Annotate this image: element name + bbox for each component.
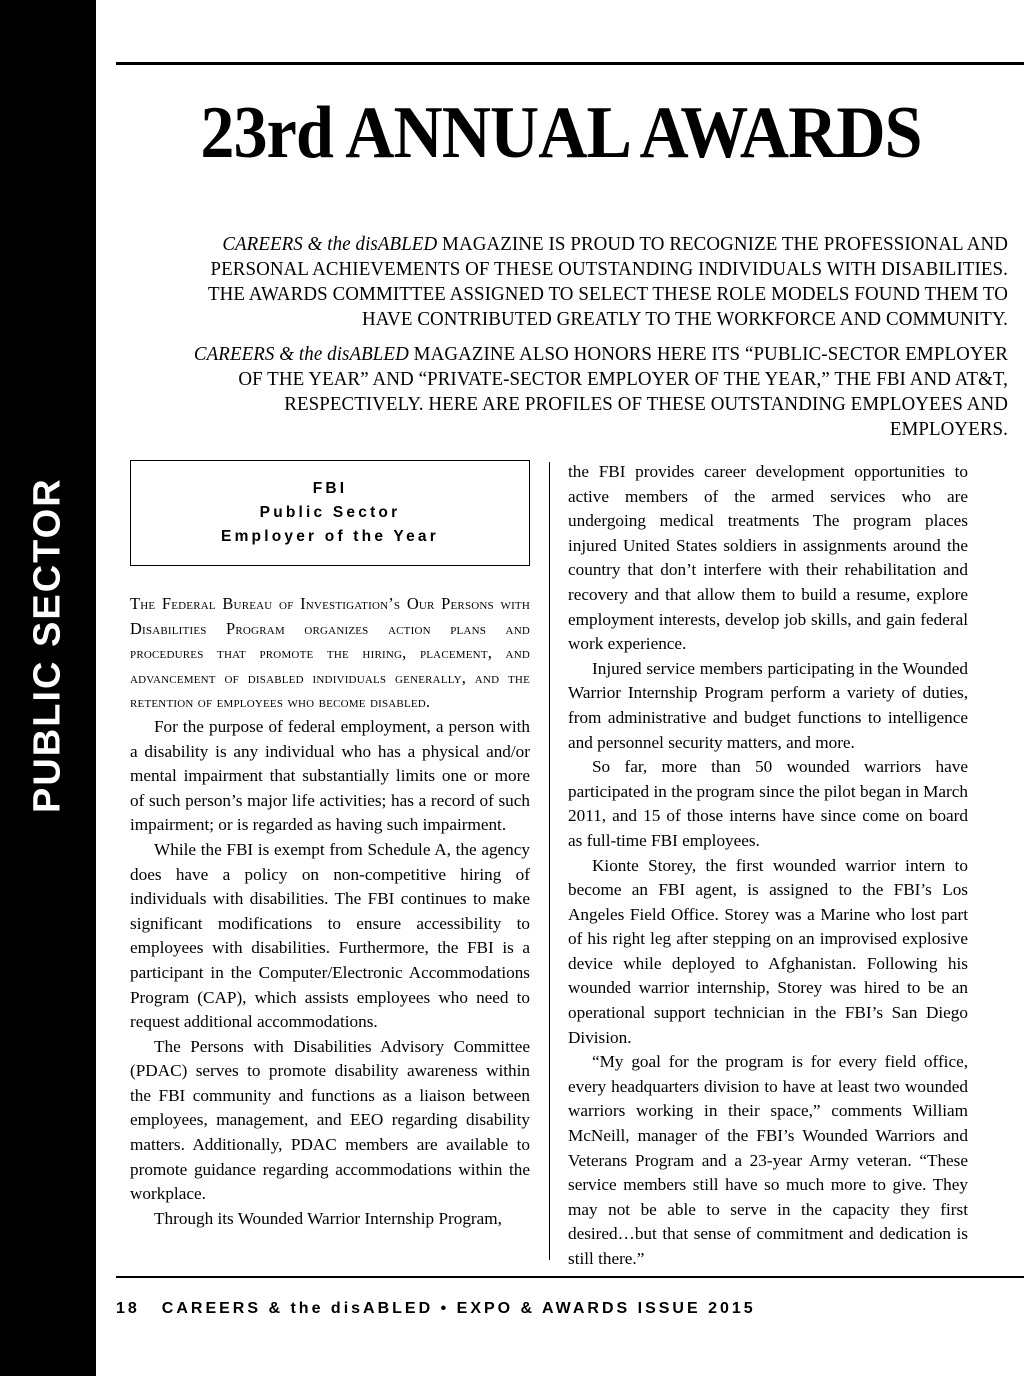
- kicker-line-3: Employer of the Year: [221, 528, 439, 545]
- page-footer: [116, 1300, 1024, 1318]
- right-paragraph-4: Kionte Storey, the first wounded warrior intern to become an FBI agent, is assigned to the FBI’s Los Angeles Field Office. Storey was a Marine who lost part of his right leg after stepping on an improvised explosive device while deployed to Afghanistan. Following his wounded warrior internship, Storey was hired to be an operational support technician in the FBI’s San Diego Division.: [568, 855, 968, 1047]
- bottom-rule-divider: [116, 1276, 1024, 1278]
- deck-paragraph-1: [184, 232, 1009, 332]
- deck-magazine-name-2: CAREERS & the disABLED: [193, 344, 409, 365]
- left-paragraph-1: For the purpose of federal employment, a person with a disability is any individual who has a physical and/or mental impairment that substantially limits one or more of such person’s major life activities; has a record of such impairment; or is regarded as having such impairment.: [130, 716, 530, 835]
- kicker-line-2: Public Sector: [259, 504, 401, 521]
- deck-paragraph-1-rest: MAGAZINE IS PROUD TO RECOGNIZE THE PROFESSIONAL AND PERSONAL ACHIEVEMENTS OF THESE OUTSTANDING INDIVIDUALS WITH DISABILITIES. THE AWARDS COMMITTEE ASSIGNED TO SELECT THESE ROLE MODELS FOUND THEM TO HAVE CONTRIBUTED GREATLY TO THE WORKFORCE AND COMMUNITY.: [207, 234, 1009, 330]
- right-paragraph-5: “My goal for the program is for every field office, every headquarters division to have at least two wounded warriors working in their space,” comments William McNeill, manager of the FBI’s Wounded Warriors and Veterans Program and a 23-year Army veteran. “These service members still have so much more to give. They may not be able to serve in the capacity they first desired…but that sense of commitment and dedication is still there.”: [568, 1052, 968, 1268]
- right-column: [568, 460, 968, 1272]
- award-kicker-box: [130, 460, 530, 566]
- left-column: [130, 460, 530, 1231]
- right-paragraph-2: Injured service members participating in the Wounded Warrior Internship Program perform a variety of duties, from administrative and budget functions to intelligence and personnel security matters, and more.: [568, 658, 968, 752]
- left-paragraph-4: Through its Wounded Warrior Internship Program,: [154, 1208, 502, 1228]
- article-body: [130, 460, 1008, 1268]
- section-vertical-label: PUBLIC SECTOR: [26, 477, 69, 813]
- page-content: [96, 0, 1024, 1376]
- deck-magazine-name-1: CAREERS & the disABLED: [222, 234, 438, 255]
- left-black-band: [0, 0, 96, 1376]
- top-rule-divider: [116, 62, 1024, 65]
- column-divider: [549, 462, 550, 1260]
- right-paragraph-3: So far, more than 50 wounded warriors have participated in the program since the pilot began in March 2011, and 15 of those interns have since come on board as full-time FBI employees.: [568, 757, 968, 850]
- deck-intro: [158, 232, 1008, 452]
- footer-publication-line: CAREERS & the disABLED • EXPO & AWARDS ISSUE 2015: [161, 1300, 756, 1317]
- lead-paragraph: The Federal Bureau of Investigation’s Our Persons with Disabilities Program organizes action plans and procedures that promote the hiring, placement, and advancement of disabled individuals generally, and the retention of employees who become disabled.: [130, 594, 530, 712]
- page-title: 23rd ANNUAL AWARDS: [200, 92, 922, 174]
- right-paragraph-1: the FBI provides career development opportunities to active members of the armed services who are undergoing medical treatments The program places injured United States soldiers in assignments around the country that don’t interfere with their rehabilitation and recovery and that allow them to build a resume, explore employment interests, develop job skills, and gain federal work experience.: [568, 462, 968, 654]
- deck-paragraph-2-rest: MAGAZINE ALSO HONORS HERE ITS “PUBLIC-SECTOR EMPLOYER OF THE YEAR” AND “PRIVATE-SECTOR EMPLOYER OF THE YEAR,” THE FBI AND AT&T, RESPECTIVELY. HERE ARE PROFILES OF THESE OUTSTANDING EMPLOYEES AND EMPLOYERS.: [238, 344, 1008, 440]
- left-paragraph-2: While the FBI is exempt from Schedule A, the agency does have a policy on non-competitive hiring of individuals with disabilities. The FBI continues to make significant modifications to ensure accessibility to employees with disabilities. Furthermore, the FBI is a participant in the Computer/Electronic Accommodations Program (CAP), which assists employees who need to request additional accommodations.: [130, 839, 530, 1032]
- deck-paragraph-2: [184, 342, 1009, 442]
- kicker-line-1: FBI: [312, 480, 348, 497]
- left-paragraph-3: The Persons with Disabilities Advisory Committee (PDAC) serves to promote disability awareness within the FBI community and functions as a liaison between employees, management, and EEO regarding disability matters. Additionally, PDAC members are available to promote guidance regarding accommodations within the workplace.: [130, 1036, 530, 1204]
- footer-page-number: 18: [116, 1300, 140, 1317]
